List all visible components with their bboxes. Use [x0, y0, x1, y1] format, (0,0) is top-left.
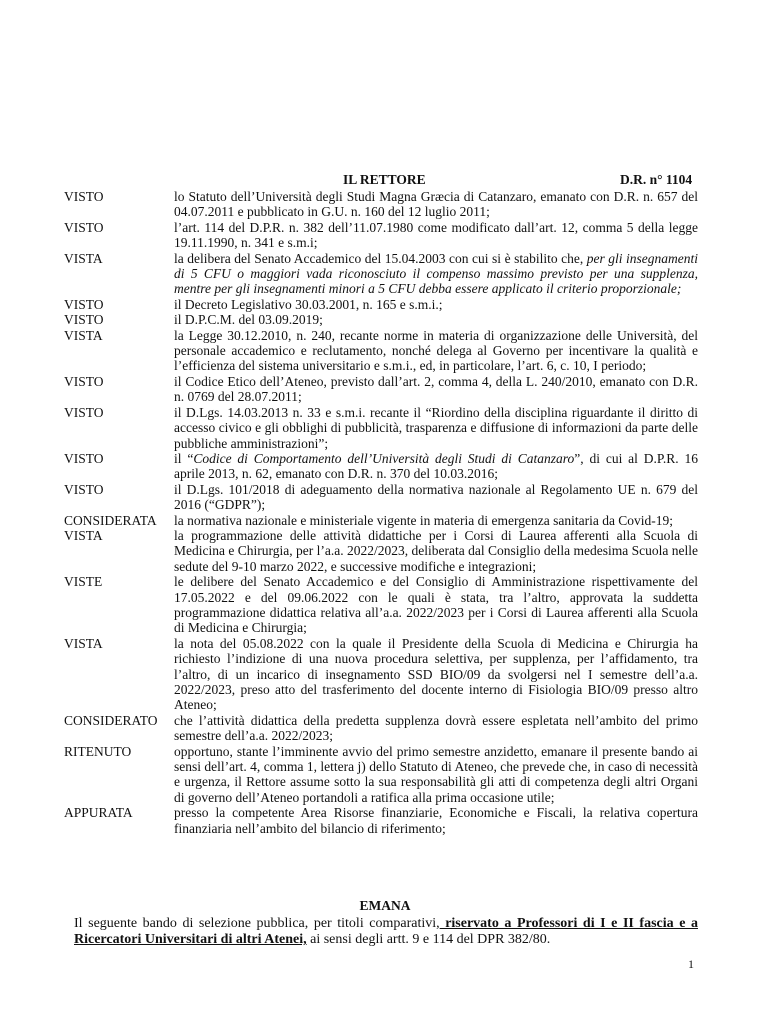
final-paragraph — [74, 916, 698, 948]
premise-text — [174, 482, 698, 513]
premise-text-part: l’art. 114 del D.P.R. n. 382 dell’11.07.1980 come modificato dall’art. 12, comma 5 della legge 19.11.1990, n. 341 e s.m.i; — [174, 219, 698, 251]
premise-text — [174, 574, 698, 636]
premise-keyword: VISTO — [64, 189, 104, 204]
premise-text-part: lo Statuto dell’Università degli Studi Magna Græcia di Catanzaro, emanato con D.R. n. 657 del 04.07.2011 e pubblicato in G.U. n. 160 del 12 luglio 2011; — [174, 189, 698, 220]
premise-text-part: la nota del 05.08.2022 con la quale il Presidente della Scuola di Medicina e Chirurgia ha richiesto l’indizione di una nuova procedura selettiva, per supplenza, per l’affidamento, tra l’altro, di un incarico di insegnamento SSD BIO/09 da svolgersi nel I semestre dell’a.a. 2022/2023, preso atto del trasferimento del docente interno di Fisiologia BIO/09 presso altro Ateneo; — [174, 635, 698, 713]
premise-keyword: CONSIDERATA — [64, 512, 157, 528]
premise-text-part: il D.P.C.M. del 03.09.2019; — [174, 312, 323, 328]
final-paragraph-tail: ai sensi degli artt. 9 e 114 del DPR 382/80. — [306, 932, 551, 948]
final-paragraph-emphasis: riservato a Professori di I e II fascia e a Ricercatori Universitari di altri Atenei, — [74, 916, 698, 948]
premise-text — [174, 312, 698, 327]
premise-keyword: VISTA — [64, 327, 103, 343]
decree-title: IL RETTORE — [343, 172, 426, 187]
premise-row — [64, 312, 698, 327]
premise-text-part: le delibere del Senato Accademico e del Consiglio di Amministrazione rispettivamente del 17.05.2022 e del 09.06.2022 con le quali è stata, tra l’altro, approvata la suddetta programmazione didattica relativa all’a.a. 2022/2023 per i Corsi di Laurea afferenti alla Scuola di Medicina e Chirurgia; — [174, 574, 698, 636]
decree-header — [0, 172, 770, 190]
premise-row — [64, 528, 698, 574]
page-number: 1 — [688, 957, 694, 971]
premise-text — [174, 513, 698, 528]
premise-row — [64, 636, 698, 713]
premise-text-italic: Codice di Comportamento dell’Università degli Studi di Catanzaro — [193, 450, 575, 466]
premise-keyword: VISTO — [64, 219, 104, 235]
premise-text-part: la Legge 30.12.2010, n. 240, recante norme in materia di organizzazione delle Università, del personale accademico e reclutamento, nonché delega al Governo per incentivare la qualità e l’efficienza del sistema universitario e s.m.i., ed, in particolare, l’art. 6, c. 10, I periodo; — [174, 327, 698, 374]
premise-text-part: che l’attività didattica della predetta supplenza dovrà essere espletata nell’ambito del primo semestre dell’a.a. 2022/2023; — [174, 712, 698, 744]
premise-text — [174, 251, 698, 297]
premise-keyword: CONSIDERATO — [64, 712, 158, 728]
premise-row — [64, 374, 698, 405]
premise-row — [64, 328, 698, 374]
premise-row — [64, 513, 698, 528]
premise-row — [64, 297, 698, 312]
premise-text — [174, 374, 698, 405]
emana-heading: EMANA — [359, 898, 411, 913]
premise-text — [174, 528, 698, 574]
premise-keyword: APPURATA — [64, 805, 133, 821]
premise-keyword: VISTO — [64, 404, 104, 420]
premise-text — [174, 451, 698, 482]
premise-text-part: la normativa nazionale e ministeriale vigente in materia di emergenza sanitaria da Covid-19; — [174, 512, 674, 528]
premise-row — [64, 220, 698, 251]
premise-row — [64, 805, 698, 836]
premise-text — [174, 805, 698, 836]
premise-text — [174, 220, 698, 251]
premise-text-part: opportuno, stante l’imminente avvio del primo semestre anzidetto, emanare il presente bando ai sensi dell’art. 4, comma 1, lettera j) dello Statuto di Ateneo, che prevede che, in caso di necessità e urgenza, il Rettore assume sotto la sua responsabilità gli atti di competenza degli altri Organi di governo dell’Ateneo portandoli a ratifica alla prima occasione utile; — [174, 743, 698, 805]
premise-text — [174, 713, 698, 744]
premise-row — [64, 574, 698, 636]
premise-keyword: VISTA — [64, 250, 103, 266]
premises-list — [64, 189, 698, 836]
premise-text — [174, 328, 698, 374]
premise-keyword: VISTO — [64, 481, 104, 497]
premise-row — [64, 482, 698, 513]
premise-keyword: VISTO — [64, 296, 104, 312]
premise-keyword: VISTO — [64, 373, 104, 389]
premise-row — [64, 251, 698, 297]
premise-text-part: la delibera del Senato Accademico del 15.04.2003 con cui si è stabilito che, — [174, 250, 587, 266]
premise-keyword: VISTA — [64, 527, 103, 543]
premise-row — [64, 451, 698, 482]
decree-number: D.R. n° 1104 — [620, 172, 693, 187]
premise-keyword: RITENUTO — [64, 743, 132, 759]
premise-text-part: il Decreto Legislativo 30.03.2001, n. 165 e s.m.i.; — [174, 296, 443, 312]
premise-text-italic: per gli insegnamenti di 5 CFU o maggiori vada riconosciuto il compenso massimo previsto per una supplenza, mentre per gli insegnamenti minori a 5 CFU debba essere applicato il criterio proporzionale; — [174, 250, 698, 297]
premise-text-part: il Codice Etico dell’Ateneo, previsto dall’art. 2, comma 4, della L. 240/2010, emanato con D.R. n. 0769 del 28.07.2011; — [174, 373, 698, 405]
final-paragraph-text: Il seguente bando di selezione pubblica, per titoli comparativi, — [74, 916, 440, 931]
premise-text — [174, 405, 698, 451]
premise-text — [174, 744, 698, 806]
premise-keyword: VISTE — [64, 574, 103, 590]
premise-text-part: il D.Lgs. 101/2018 di adeguamento della normativa nazionale al Regolamento UE n. 679 del 2016 (“GDPR”); — [174, 481, 698, 513]
premise-row — [64, 713, 698, 744]
premise-row — [64, 405, 698, 451]
premise-text — [174, 297, 698, 312]
premise-text-part: la programmazione delle attività didattiche per i Corsi di Laurea afferenti alla Scuola di Medicina e Chirurgia, per l’a.a. 2022/2023, deliberata dal Consiglio della medesima Scuola nelle sedute del 9-10 marzo 2022, e successive modifiche e integrazioni; — [174, 527, 698, 574]
premise-keyword: VISTO — [64, 450, 104, 466]
premise-text-part: presso la competente Area Risorse finanziarie, Economiche e Fiscali, la relativa copertura finanziaria nell’ambito del bilancio di riferimento; — [174, 805, 698, 836]
premise-text-part: ”, di cui al D.P.R. 16 aprile 2013, n. 62, emanato con D.R. n. 370 del 10.03.2016; — [174, 450, 698, 482]
premise-text-part: il D.Lgs. 14.03.2013 n. 33 e s.m.i. recante il “Riordino della disciplina riguardante il diritto di accesso civico e gli obblighi di pubblicità, trasparenza e diffusione di informazioni da parte delle pubbliche amministrazioni”; — [174, 404, 698, 451]
premise-row — [64, 744, 698, 806]
premise-text-part: il “ — [174, 450, 194, 466]
premise-keyword: VISTO — [64, 312, 104, 328]
premise-text — [174, 636, 698, 713]
premise-text — [174, 189, 698, 220]
premise-row — [64, 189, 698, 220]
premise-keyword: VISTA — [64, 635, 103, 651]
